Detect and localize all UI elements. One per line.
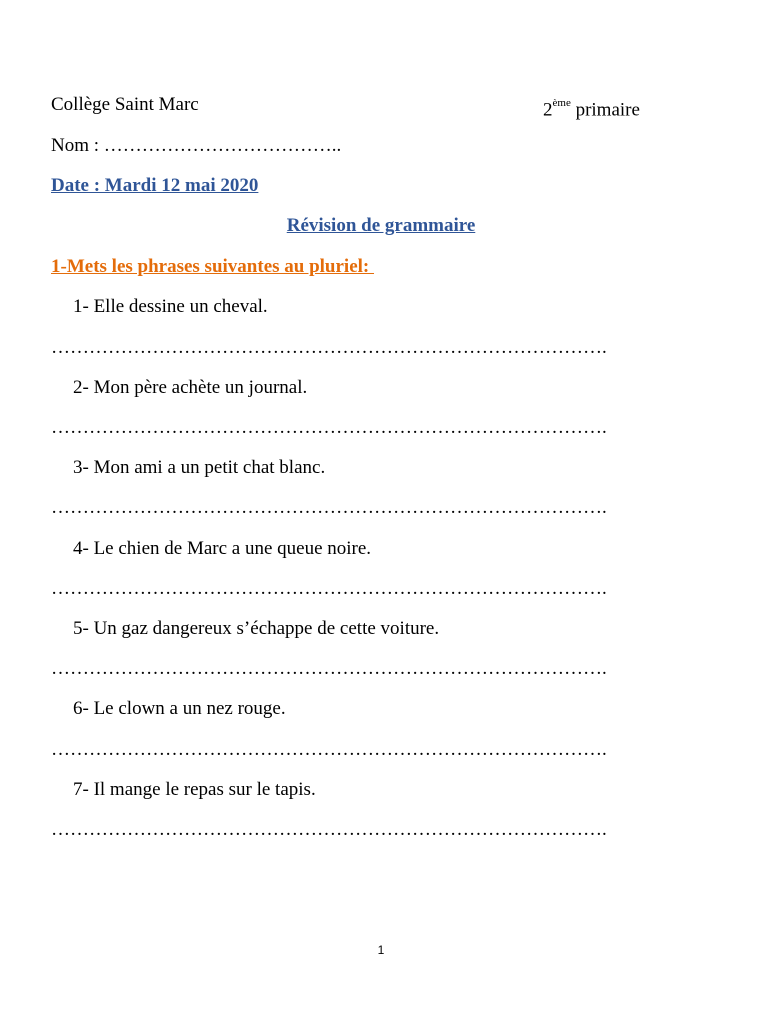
exercise-item-4: 4- Le chien de Marc a une queue noire.	[73, 538, 372, 559]
grade-number: 2	[543, 99, 553, 121]
answer-line-3: …………………………………………………………………………….	[51, 497, 607, 518]
grade-level	[543, 93, 640, 122]
date-heading: Date : Mardi 12 mai 2020	[51, 175, 259, 196]
exercise-item-7: 7- Il mange le repas sur le tapis.	[73, 779, 316, 800]
school-name: Collège Saint Marc	[51, 94, 199, 115]
page-number: 1	[377, 943, 385, 957]
answer-line-2: …………………………………………………………………………….	[51, 417, 607, 438]
answer-line-1: …………………………………………………………………………….	[51, 337, 607, 358]
exercise-item-1: 1- Elle dessine un cheval.	[73, 296, 268, 317]
exercise-item-6: 6- Le clown a un nez rouge.	[73, 698, 286, 719]
exercise-item-5: 5- Un gaz dangereux s’échappe de cette voiture.	[73, 618, 440, 639]
grade-label: primaire	[575, 99, 640, 121]
answer-line-4: …………………………………………………………………………….	[51, 578, 607, 599]
answer-line-6: …………………………………………………………………………….	[51, 739, 607, 760]
exercise-item-3: 3- Mon ami a un petit chat blanc.	[73, 457, 326, 478]
exercise-instruction: 1-Mets les phrases suivantes au pluriel:	[51, 256, 374, 277]
page-title	[0, 214, 762, 238]
answer-line-5: …………………………………………………………………………….	[51, 658, 607, 679]
grade-suffix: ème	[552, 97, 571, 109]
exercise-item-2: 2- Mon père achète un journal.	[73, 377, 308, 398]
answer-line-7: …………………………………………………………………………….	[51, 819, 607, 840]
page-title-text: Révision de grammaire	[286, 215, 476, 236]
name-field-label: Nom : ………………………………..	[51, 135, 342, 156]
